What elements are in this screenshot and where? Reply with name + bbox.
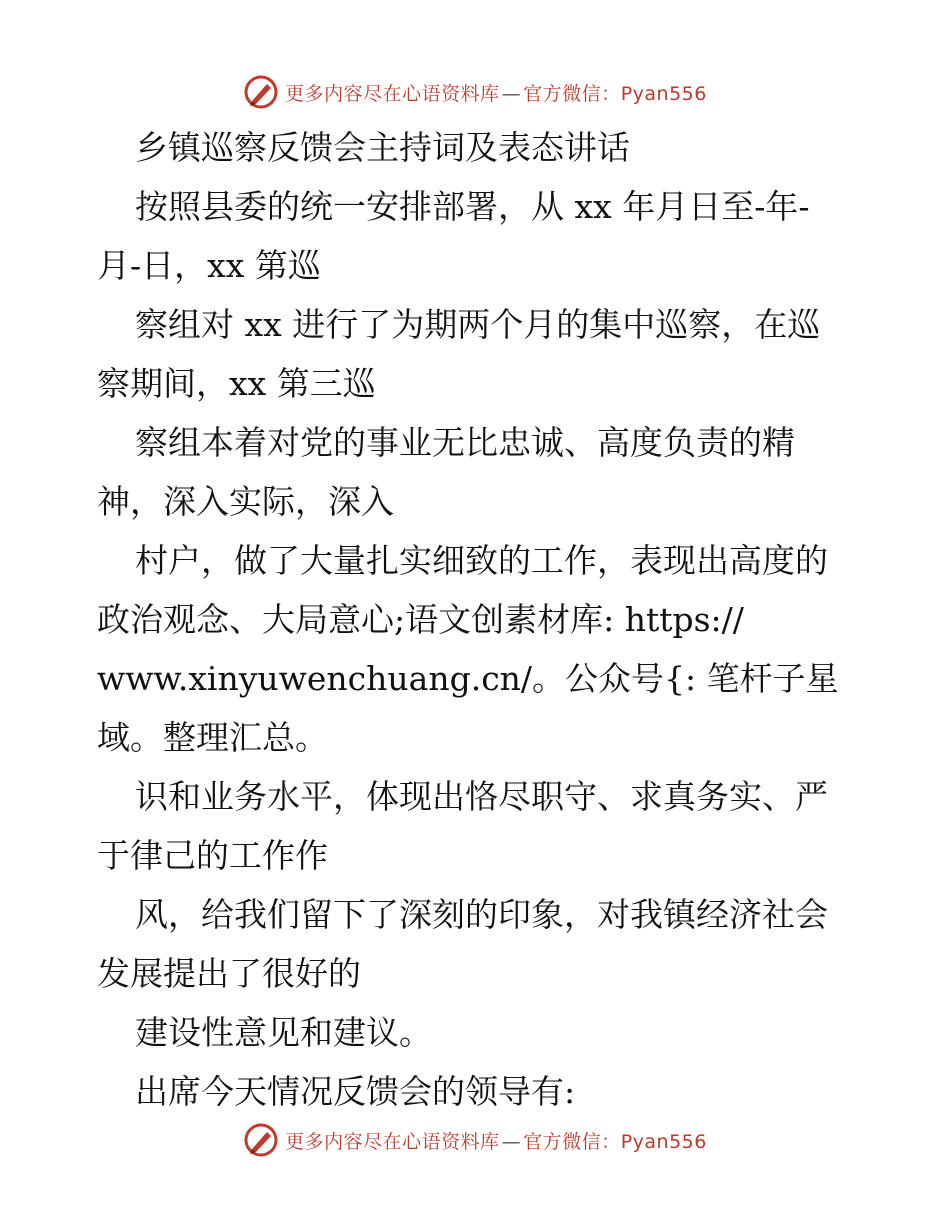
paragraph-line: 风，给我们留下了深刻的印象，对我镇经济社会: [135, 895, 828, 934]
paragraph-line: 出席今天情况反馈会的领导有:: [135, 1072, 576, 1111]
pen-logo-icon: [243, 74, 279, 110]
paragraph-line: 域。整理汇总。: [97, 718, 328, 757]
page-header: [0, 70, 950, 114]
footer-separator: —: [501, 1130, 522, 1153]
promo-text: 更多内容尽在心语资料库: [285, 1130, 500, 1153]
paragraph-line: 村户，做了大量扎实细致的工作，表现出高度的: [135, 541, 828, 580]
wechat-label: 官方微信：: [523, 1130, 621, 1153]
paragraph-line: 察组本着对党的事业无比忠诚、高度负责的精: [135, 423, 795, 462]
paragraph-line: 神，深入实际，深入: [97, 482, 394, 521]
header-separator: —: [501, 82, 522, 105]
paragraph-line: 察组对 xx 进行了为期两个月的集中巡察，在巡: [135, 305, 821, 344]
paragraph-line: 政治观念、大局意心;语文创素材库: https://: [97, 600, 744, 639]
wechat-account: Pyan556: [620, 1130, 707, 1153]
paragraph-line: 识和业务水平，体现出恪尽职守、求真务实、严: [135, 777, 828, 816]
page-footer: [0, 1118, 950, 1162]
promo-text: 更多内容尽在心语资料库: [285, 82, 500, 105]
paragraph-line: 月-日，xx 第巡: [97, 246, 321, 285]
wechat-account: Pyan556: [620, 82, 707, 105]
paragraph-line: 建设性意见和建议。: [135, 1013, 432, 1052]
doc-title: 乡镇巡察反馈会主持词及表态讲话: [135, 128, 630, 167]
pen-logo-icon: [243, 1122, 279, 1158]
paragraph-line: 按照县委的统一安排部署，从 xx 年月日至-年-: [135, 187, 810, 226]
footer-promo: [285, 1127, 707, 1154]
wechat-label: 官方微信：: [523, 82, 621, 105]
paragraph-line: 于律己的工作作: [97, 836, 328, 875]
paragraph-line: www.xinyuwenchuang.cn/。公众号{: 笔杆子星: [97, 659, 839, 698]
header-promo: [285, 79, 707, 106]
document-body: [97, 118, 857, 1121]
paragraph-line: 发展提出了很好的: [97, 954, 361, 993]
paragraph-line: 察期间，xx 第三巡: [97, 364, 376, 403]
